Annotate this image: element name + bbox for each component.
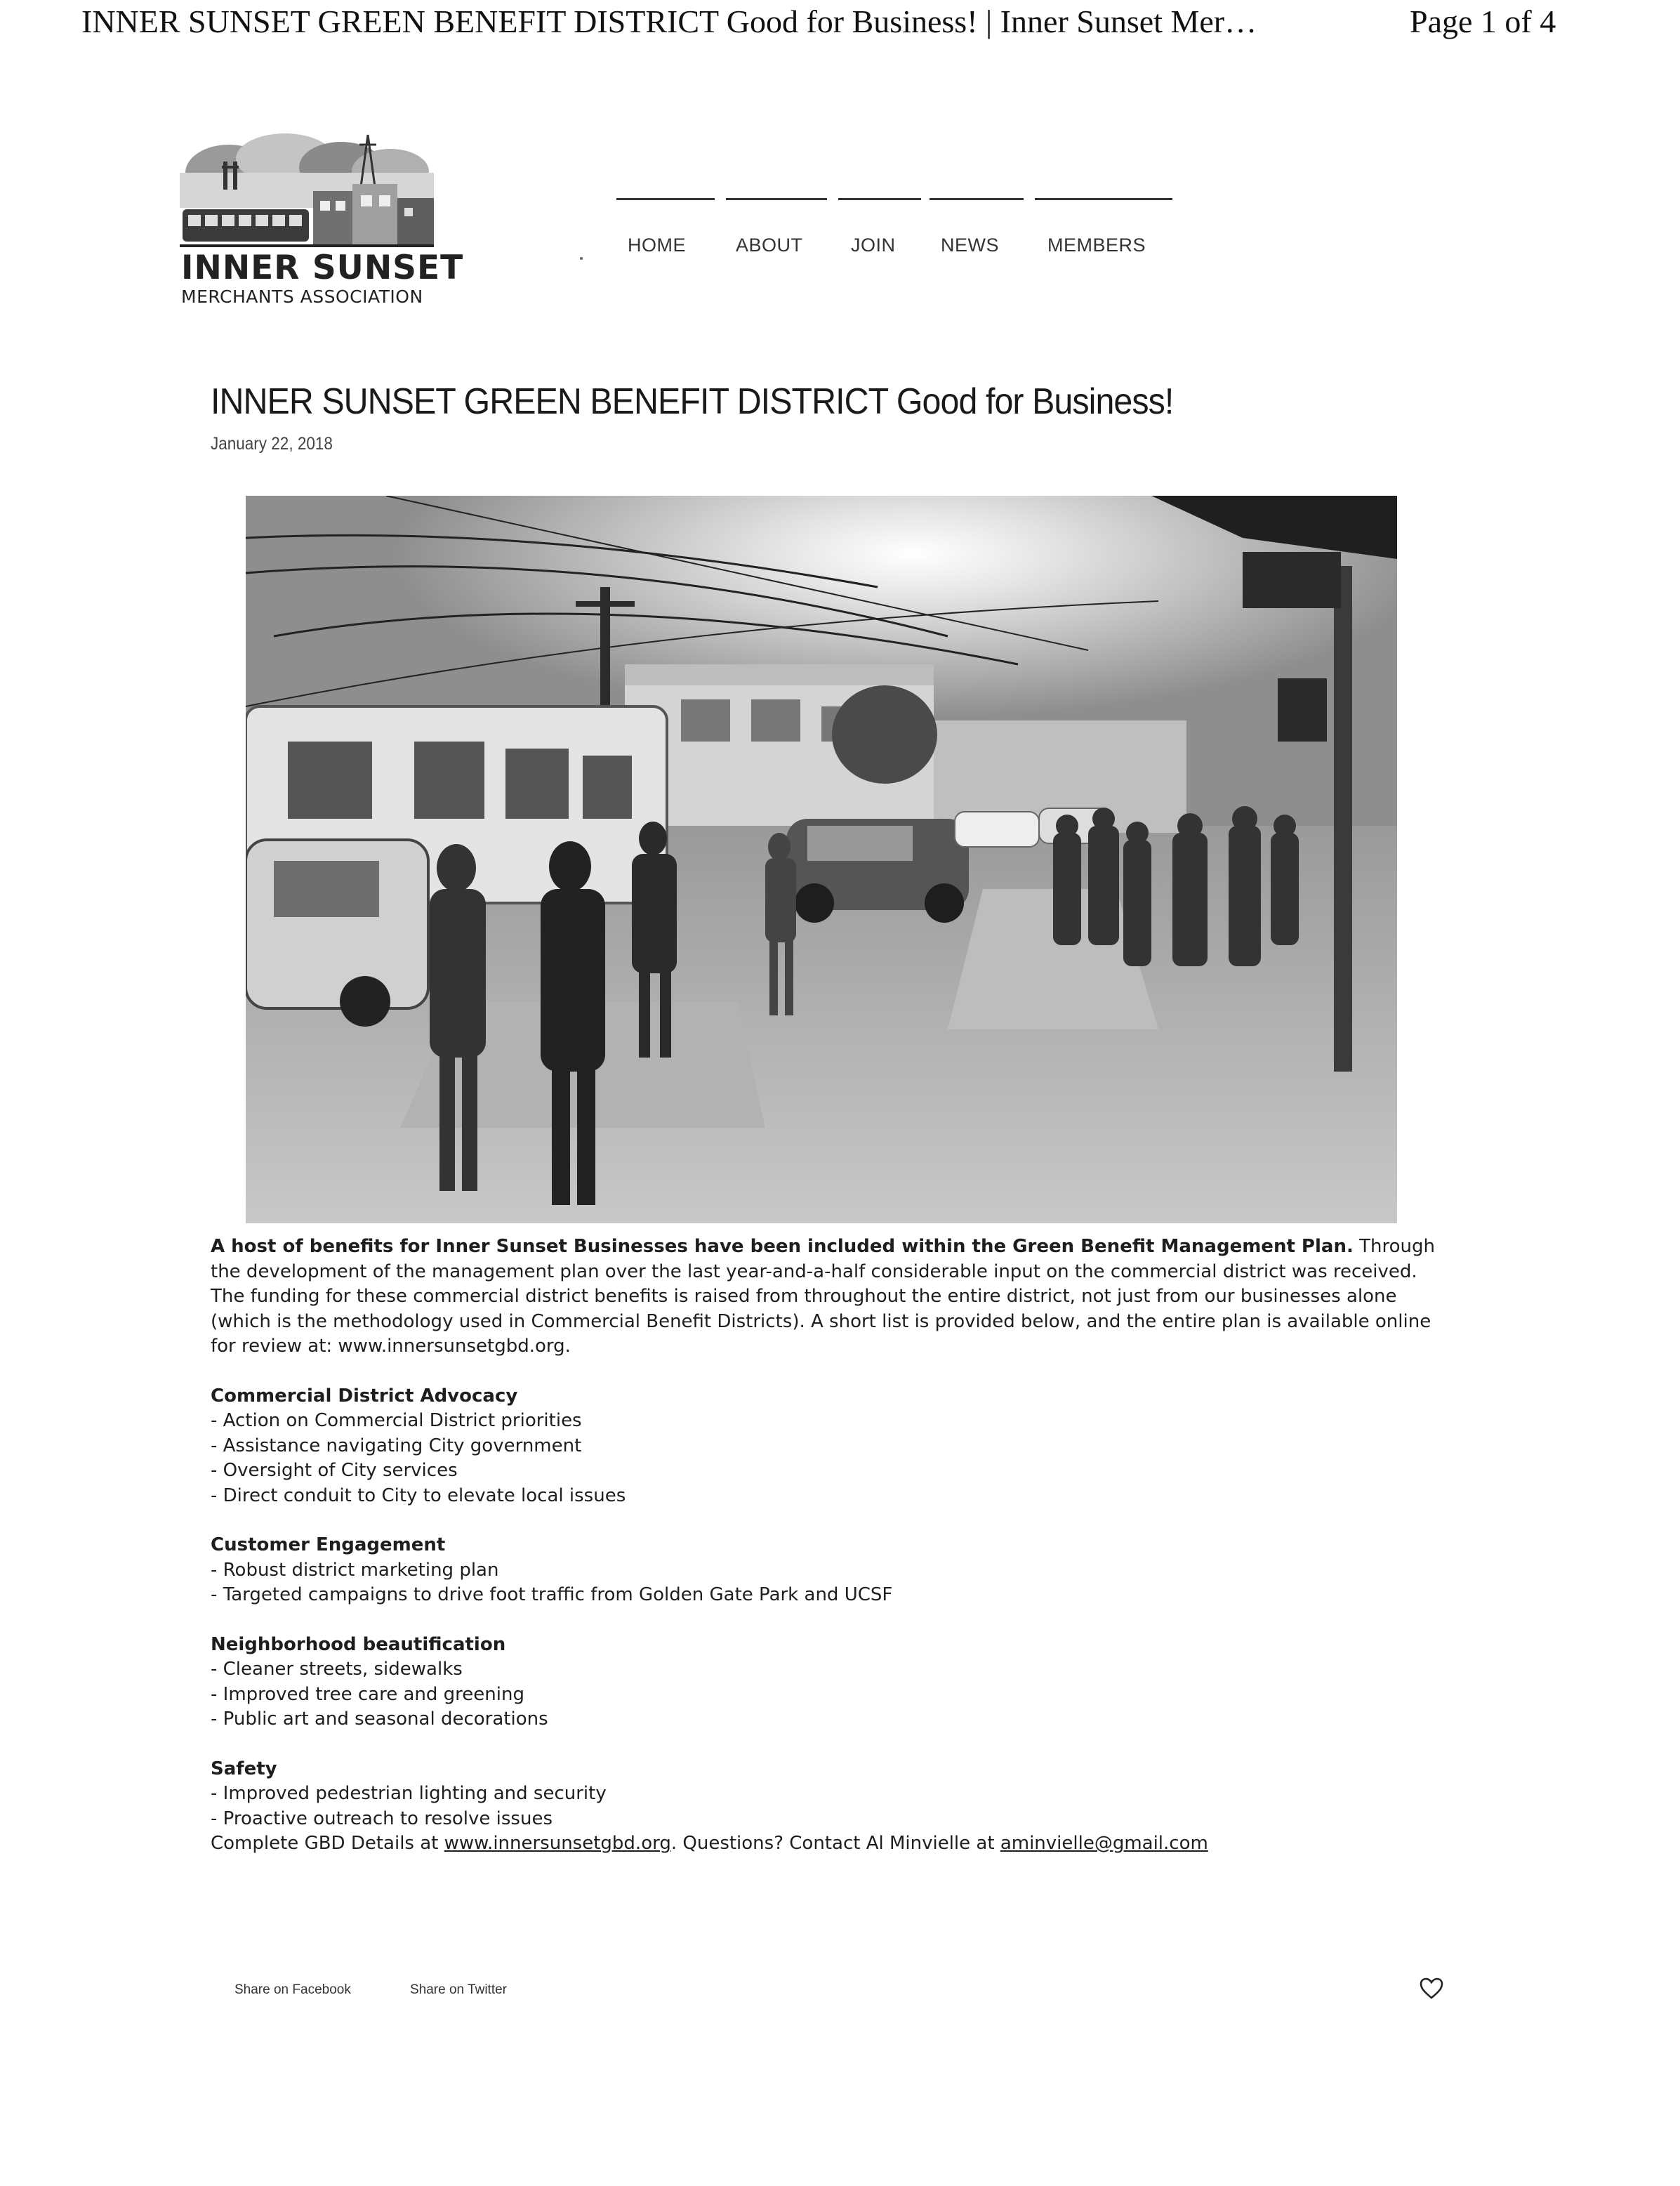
article-body bbox=[211, 1234, 1439, 1857]
street-scene-image bbox=[246, 496, 1397, 1223]
list-item: - Robust district marketing plan bbox=[211, 1559, 499, 1581]
section-heading: Safety bbox=[211, 1758, 277, 1779]
site-logo[interactable] bbox=[180, 131, 464, 313]
gbd-site-link[interactable]: www.innersunsetgbd.org bbox=[444, 1833, 671, 1854]
print-header bbox=[0, 0, 1680, 49]
nav-bar bbox=[726, 198, 827, 200]
nav-bar bbox=[930, 198, 1024, 200]
contact-middle: . Questions? Contact Al Minvielle at bbox=[670, 1833, 1000, 1854]
section-heading: Customer Engagement bbox=[211, 1534, 446, 1555]
list-item: - Oversight of City services bbox=[211, 1460, 458, 1481]
section-safety bbox=[211, 1757, 1439, 1832]
share-facebook-button[interactable]: Share on Facebook bbox=[234, 1982, 351, 1997]
share-twitter-button[interactable]: Share on Twitter bbox=[410, 1982, 508, 1997]
list-item: - Assistance navigating City government bbox=[211, 1435, 582, 1456]
print-page-number: Page 1 of 4 bbox=[1410, 4, 1556, 39]
article-lead-text: Through the development of the management plan over the last year-and-a-half considerable input on the commercial district was received. The funding for these commercial district benefits is raised from throughout the entire district, not just from our businesses alone (which is the methodology used in Commercial Benefit Districts). A short list is provided below, and the entire plan is available online for review at: www.innersunsetgbd.org. bbox=[211, 1236, 1435, 1357]
article-date: January 22, 2018 bbox=[211, 434, 333, 454]
article-title: INNER SUNSET GREEN BENEFIT DISTRICT Good for Business! bbox=[211, 381, 1174, 422]
nav-label[interactable]: NEWS bbox=[941, 235, 999, 256]
nav-dot bbox=[580, 257, 583, 260]
nav-bar bbox=[838, 198, 921, 200]
logo-title: INNER SUNSET bbox=[181, 249, 464, 287]
heart-icon[interactable] bbox=[1420, 1977, 1443, 2000]
list-item: - Public art and seasonal decorations bbox=[211, 1708, 548, 1730]
section-neighborhood-beautification bbox=[211, 1633, 1439, 1732]
list-item: - Improved pedestrian lighting and security bbox=[211, 1783, 607, 1804]
logo-subtitle: MERCHANTS ASSOCIATION bbox=[181, 287, 423, 307]
nav-bar bbox=[616, 198, 715, 200]
section-customer-engagement bbox=[211, 1533, 1439, 1608]
nav-label[interactable]: HOME bbox=[628, 235, 686, 256]
article-lead-bold: A host of benefits for Inner Sunset Businesses have been included within the Green Benefit Management Plan. bbox=[211, 1236, 1354, 1257]
list-item: - Targeted campaigns to drive foot traffic from Golden Gate Park and UCSF bbox=[211, 1584, 893, 1605]
nav-label[interactable]: ABOUT bbox=[736, 235, 803, 256]
list-item: - Proactive outreach to resolve issues bbox=[211, 1808, 553, 1829]
print-page-title: INNER SUNSET GREEN BENEFIT DISTRICT Good for Business! | Inner Sunset Mer… bbox=[81, 4, 1257, 39]
nav-label[interactable]: MEMBERS bbox=[1047, 235, 1146, 256]
section-heading: Commercial District Advocacy bbox=[211, 1385, 518, 1407]
list-item: - Improved tree care and greening bbox=[211, 1683, 524, 1705]
contact-prefix: Complete GBD Details at bbox=[211, 1833, 444, 1854]
list-item: - Direct conduit to City to elevate local issues bbox=[211, 1484, 626, 1506]
list-item: - Cleaner streets, sidewalks bbox=[211, 1659, 463, 1680]
article-photo bbox=[246, 496, 1397, 1223]
section-heading: Neighborhood beautification bbox=[211, 1633, 506, 1655]
list-item: - Action on Commercial District priorities bbox=[211, 1410, 582, 1431]
contact-email-link[interactable]: aminvielle@gmail.com bbox=[1000, 1833, 1208, 1854]
section-commercial-district-advocacy bbox=[211, 1384, 1439, 1509]
logo-illustration-icon bbox=[180, 131, 439, 250]
contact-line bbox=[211, 1831, 1439, 1857]
article-lead-paragraph bbox=[211, 1234, 1439, 1359]
nav-bar bbox=[1035, 198, 1172, 200]
nav-label[interactable]: JOIN bbox=[851, 235, 896, 256]
